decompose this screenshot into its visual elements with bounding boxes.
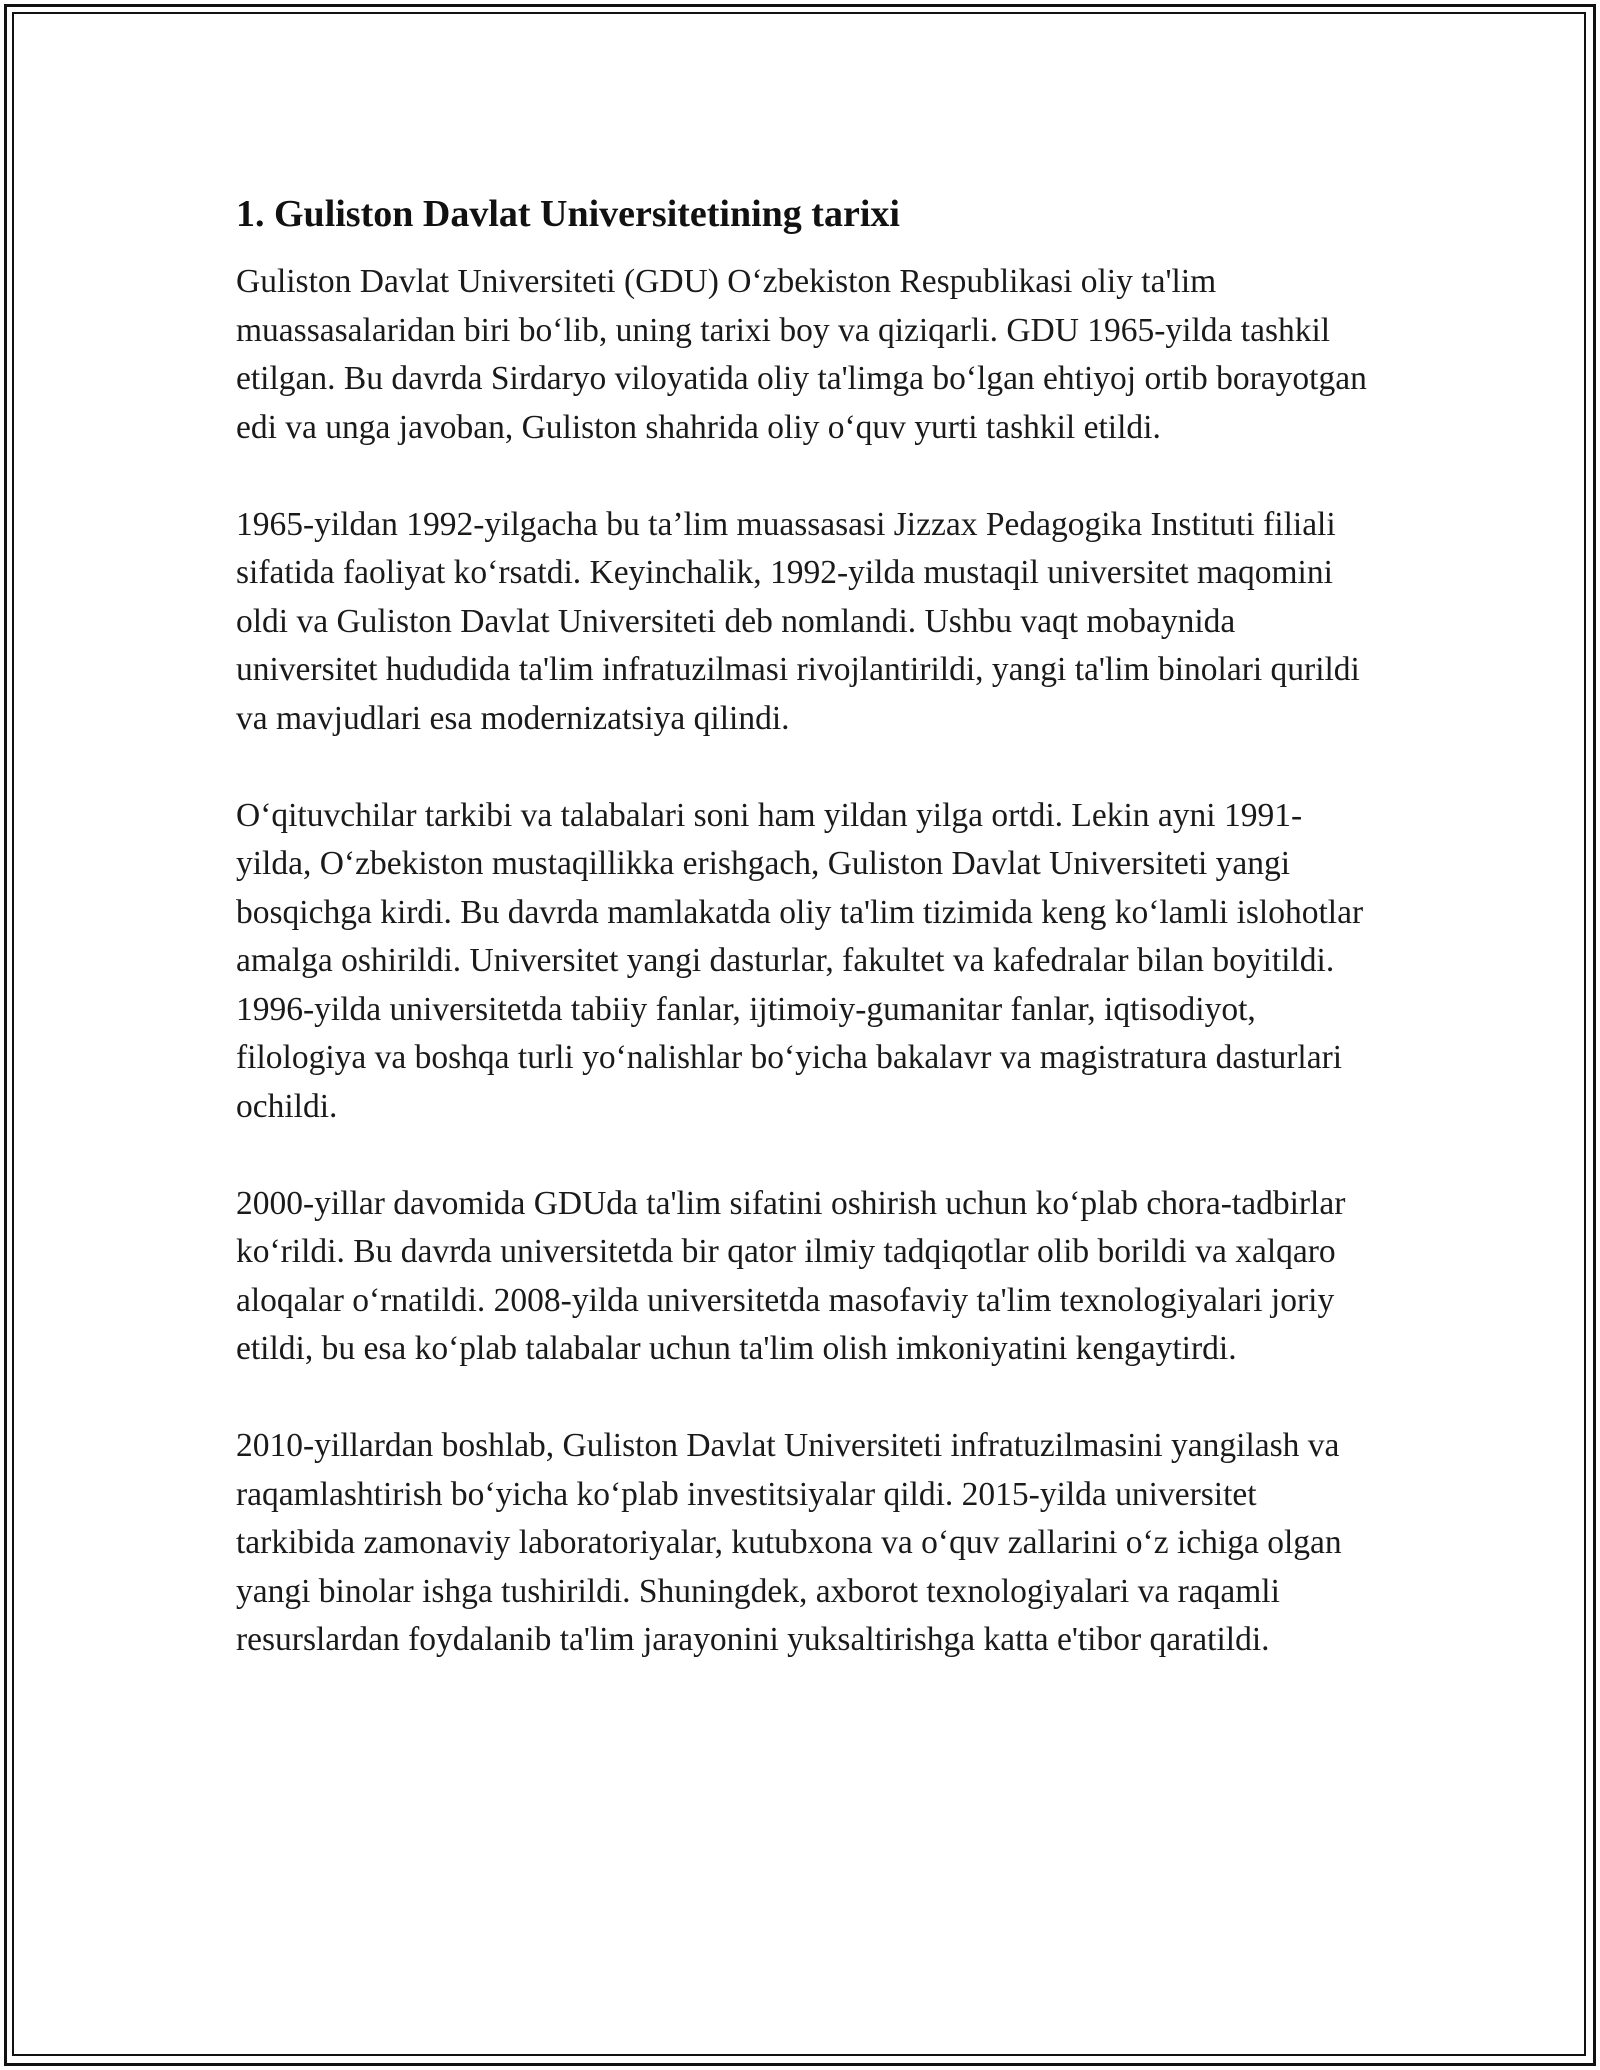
paragraph-2000s: 2000-yillar davomida GDUda ta'lim sifatini oshirish uchun ko‘plab chora-tadbirlar ko‘rildi. Bu davrda universitetda bir qator ilmiy tadqiqotlar olib borildi va xalqaro aloqalar o‘rnatildi. 2008-yilda universitetda masofaviy ta'lim texnologiyalari joriy etildi, bu esa ko‘plab talabalar uchun ta'lim olish imkoniyatini kengaytirdi.	[236, 1184, 1346, 1367]
paragraph-independence: O‘qituvchilar tarkibi va talabalari soni ham yildan yilga ortdi. Lekin ayni 1991-yilda, O‘zbekiston mustaqillikka erishgach, Guliston Davlat Universiteti yangi bosqichga kirdi. Bu davrda mamlakatda oliy ta'lim tizimida keng ko‘lamli islohotlar amalga oshirildi. Universitet yangi dasturlar, fakultet va kafedralar bilan boyitildi. 1996-yilda universitetda tabiiy fanlar, ijtimoiy-gumanitar fanlar, iqtisodiyot, filologiya va boshqa turli yo‘nalishlar bo‘yicha bakalavr va magistratura dasturlari ochildi.	[236, 796, 1364, 1125]
section-title: 1. Guliston Davlat Universitetining tarixi	[236, 193, 900, 235]
paragraph-branch-period: 1965-yildan 1992-yilgacha bu ta’lim muassasasi Jizzax Pedagogika Instituti filiali sifatida faoliyat ko‘rsatdi. Keyinchalik, 1992-yilda mustaqil universitet maqomini oldi va Guliston Davlat Universiteti deb nomlandi. Ushbu vaqt mobaynida universitet hududida ta'lim infratuzilmasi rivojlantirildi, yangi ta'lim binolari qurildi va mavjudlari esa modernizatsiya qilindi.	[236, 505, 1360, 737]
paragraph-2010s: 2010-yillardan boshlab, Guliston Davlat Universiteti infratuzilmasini yangilash va raqamlashtirish bo‘yicha ko‘plab investitsiyalar qildi. 2015-yilda universitet tarkibida zamonaviy laboratoriyalar, kutubxona va o‘quv zallarini o‘z ichiga olgan yangi binolar ishga tushirildi. Shuningdek, axborot texnologiyalari va raqamli resurslardan foydalanib ta'lim jarayonini yuksaltirishga katta e'tibor qaratildi.	[236, 1427, 1342, 1658]
paragraph-founding: Guliston Davlat Universiteti (GDU) O‘zbekiston Respublikasi oliy ta'lim muassasalaridan biri bo‘lib, uning tarixi boy va qiziqarli. GDU 1965-yilda tashkil etilgan. Bu davrda Sirdaryo viloyatida oliy ta'limga bo‘lgan ehtiyoj ortib borayotgan edi va unga javoban, Guliston shahrida oliy o‘quv yurti tashkil etildi.	[236, 263, 1367, 446]
document-body	[236, 188, 1376, 1713]
